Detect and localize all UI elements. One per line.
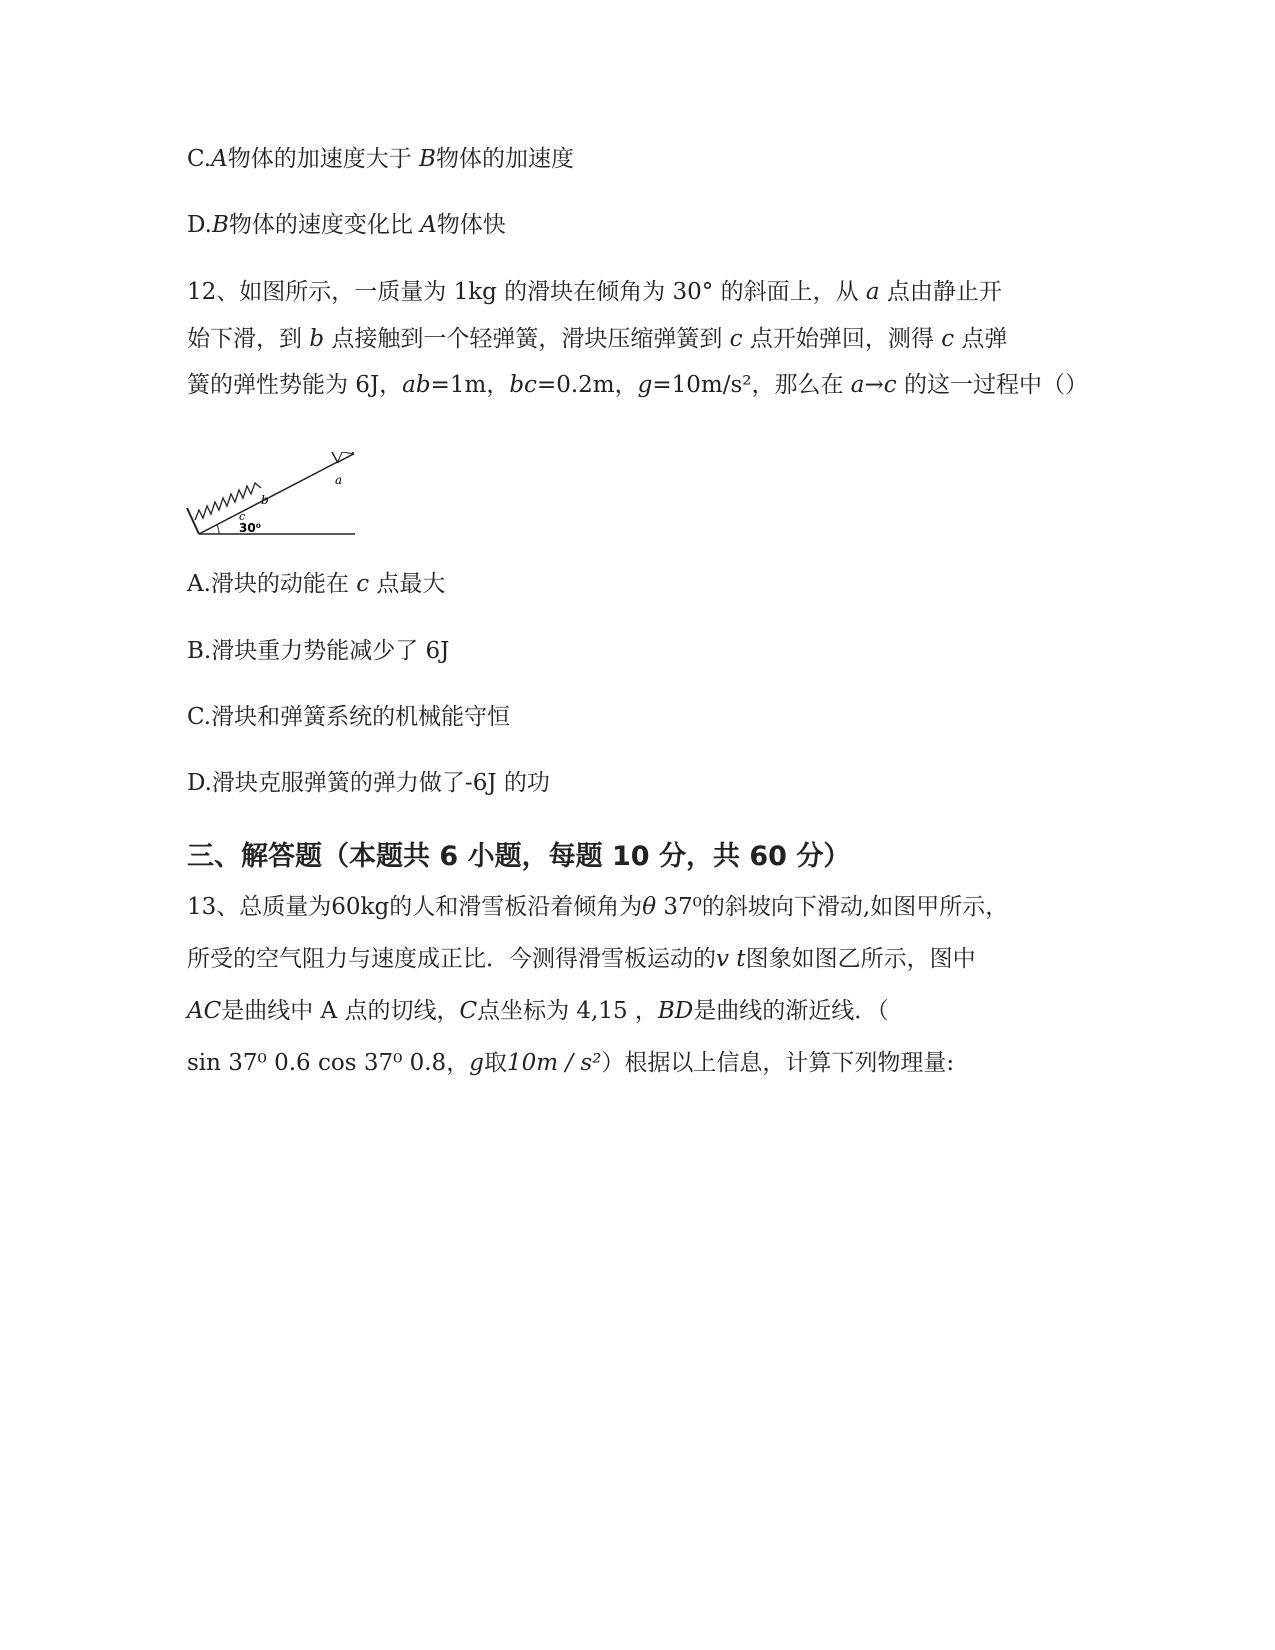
- text: 簧的弹性势能为 6J，: [187, 372, 403, 398]
- text: 是曲线的渐近线．（: [693, 998, 889, 1024]
- q11-option-d: [187, 210, 506, 240]
- option-prefix: D.: [187, 212, 212, 238]
- var: c: [941, 326, 955, 352]
- text: 点最大: [369, 571, 446, 597]
- text: 的斜坡向下滑动,如图甲所示，: [701, 894, 1009, 920]
- angle-label: 30⁰: [239, 521, 261, 535]
- q13-line-2: [187, 944, 976, 974]
- q12-line-2: [187, 324, 1007, 354]
- text: =0.2m，: [536, 372, 638, 398]
- text: 点弹: [954, 326, 1008, 352]
- var: c: [883, 372, 897, 398]
- text: 所受的空气阻力与速度成正比．今测得滑雪板运动的: [187, 946, 716, 972]
- spring: [195, 483, 261, 520]
- var: g: [469, 1050, 484, 1076]
- q12-option-b: [187, 636, 449, 666]
- var: A: [211, 146, 228, 172]
- q13-line-4: [187, 1048, 954, 1078]
- var: c: [729, 326, 743, 352]
- var: ab: [402, 372, 431, 398]
- var: a: [850, 372, 865, 398]
- text: ）根据以上信息，计算下列物理量:: [601, 1050, 955, 1076]
- q12-option-d: [187, 768, 550, 798]
- text: 点坐标为 4,15 ，: [477, 998, 658, 1024]
- var: c: [356, 571, 370, 597]
- var: b: [309, 326, 325, 352]
- text: 取: [483, 1050, 507, 1076]
- var: g: [637, 372, 653, 398]
- text: 的这一过程中（）: [896, 372, 1088, 398]
- arrow: →: [864, 372, 884, 398]
- text: 图象如图乙所示，图中: [745, 946, 976, 972]
- option-text: 物体快: [436, 212, 506, 238]
- text: 12、如图所示，一质量为 1kg 的滑块在倾角为 30° 的斜面上，从: [187, 279, 866, 305]
- q13-line-3: [187, 996, 889, 1026]
- text: 是曲线中 A 点的切线，: [221, 998, 460, 1024]
- q12-option-a: [187, 569, 445, 599]
- var: AC: [187, 998, 222, 1024]
- incline-line: [199, 458, 345, 534]
- wall: [187, 508, 199, 534]
- var: B: [419, 146, 436, 172]
- q13-line-1: [187, 892, 1008, 922]
- q12-line-3: [187, 370, 1088, 400]
- var: B: [211, 212, 229, 238]
- text: =10m/s²，那么在: [652, 372, 851, 398]
- q11-option-c: [187, 144, 574, 174]
- var: θ: [642, 894, 657, 920]
- option-text: 物体的加速度大于: [227, 146, 420, 172]
- option-text: 物体的加速度: [435, 146, 574, 172]
- text: D.滑块克服弹簧的弹力做了-6J 的功: [187, 770, 550, 796]
- text: A.滑块的动能在: [187, 571, 357, 597]
- text: 点接触到一个轻弹簧，滑块压缩弹簧到: [324, 326, 730, 352]
- var: t: [729, 946, 746, 972]
- var: A: [420, 212, 437, 238]
- var: v: [716, 946, 729, 972]
- text: C.滑块和弹簧系统的机械能守恒: [187, 704, 511, 730]
- var: a: [865, 279, 880, 305]
- option-text: 物体的速度变化比: [228, 212, 421, 238]
- label-b: b: [261, 493, 269, 507]
- text: =1m，: [430, 372, 510, 398]
- text: sin 37⁰ 0.6 cos 37⁰ 0.8，: [187, 1050, 470, 1076]
- label-a: a: [335, 473, 343, 487]
- incline-spring-figure: [185, 452, 375, 552]
- text: 37⁰: [656, 894, 702, 920]
- text: 13、总质量为: [187, 894, 332, 920]
- option-prefix: C.: [187, 146, 212, 172]
- text: 的人和滑雪板沿着倾角为: [389, 894, 643, 920]
- var: C: [459, 998, 478, 1024]
- label-c: c: [239, 510, 246, 523]
- text: 点开始弹回，测得: [742, 326, 942, 352]
- var: bc: [509, 372, 537, 398]
- text: 点由静止开: [879, 279, 1002, 305]
- text: 始下滑，到: [187, 326, 310, 352]
- var: BD: [657, 998, 694, 1024]
- block: [331, 452, 353, 462]
- text: B.滑块重力势能减少了 6J: [187, 638, 450, 664]
- q12-option-c: [187, 702, 510, 732]
- mass: 60kg: [331, 894, 390, 920]
- q12-line-1: [187, 277, 1002, 307]
- angle-arc: [217, 525, 219, 534]
- var: 10m / s²: [506, 1050, 602, 1076]
- section-heading: 三、解答题（本题共 6 小题，每题 10 分，共 60 分）: [187, 841, 851, 872]
